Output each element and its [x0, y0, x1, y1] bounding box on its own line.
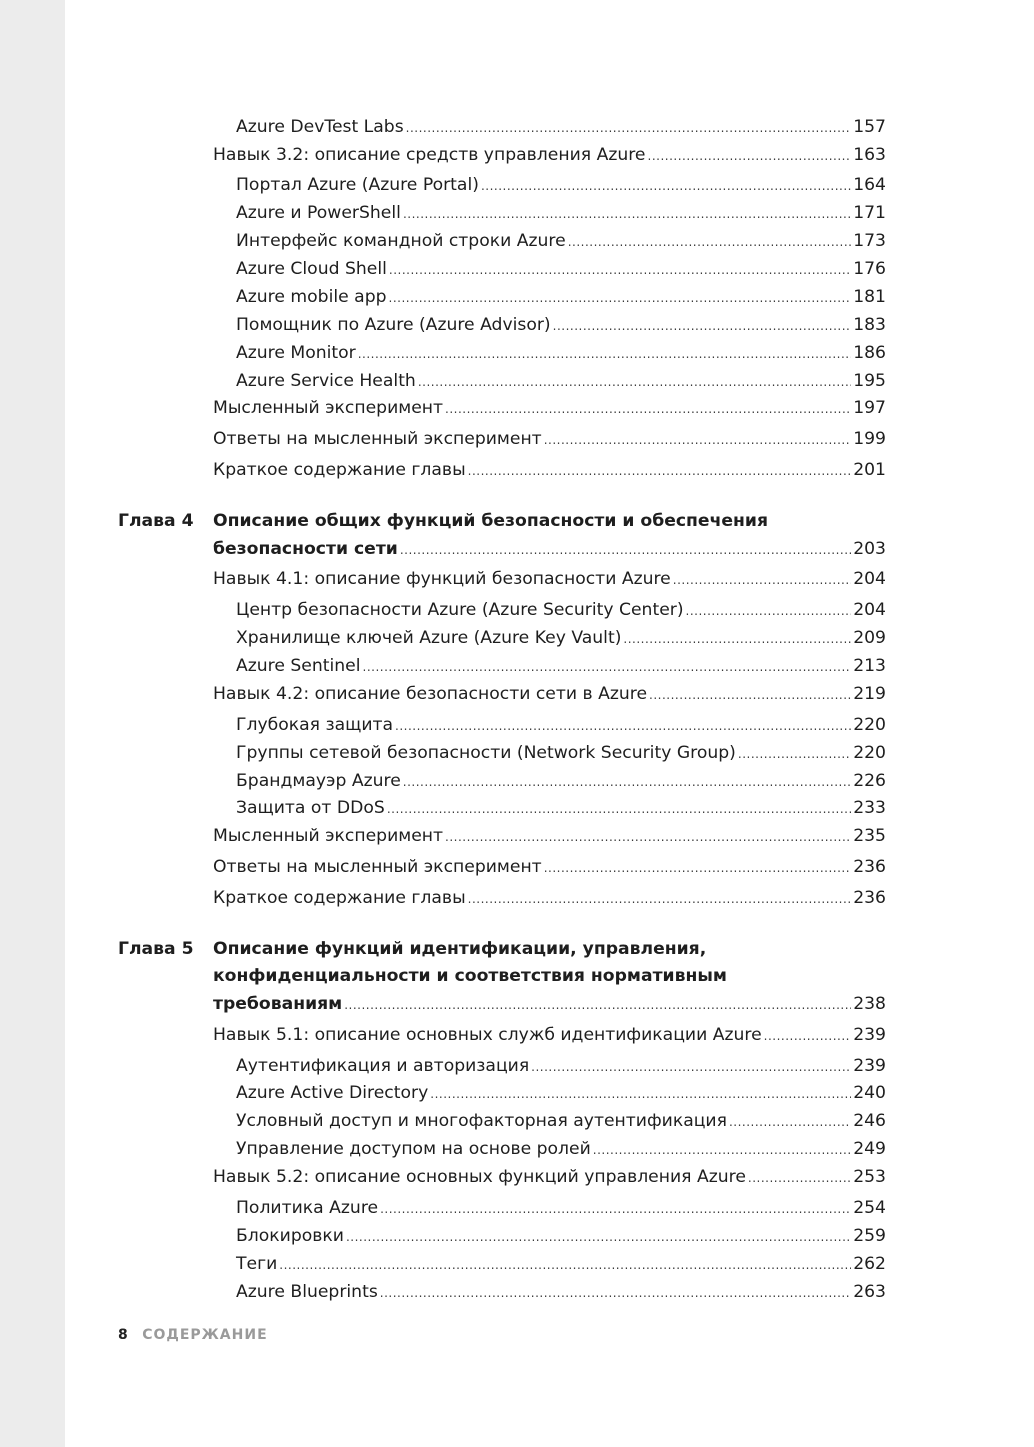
running-head: СОДЕРЖАНИЕ — [142, 1327, 268, 1343]
toc-entry[interactable]: Блокировки ..... 259 — [236, 1225, 886, 1248]
toc-entry[interactable]: Аутентификация и авторизация ..... 239 — [236, 1055, 886, 1078]
toc-entry[interactable]: Ответы на мысленный эксперимент ..... 236 — [213, 856, 886, 879]
toc-entry[interactable]: Azure Blueprints ..... 263 — [236, 1281, 886, 1304]
page-gutter — [0, 0, 65, 1447]
page-number: 8 — [118, 1327, 128, 1343]
chapter-entry[interactable]: безопасности сети ..... 203 — [213, 538, 886, 561]
toc-entry[interactable]: Навык 4.2: описание безопасности сети в Azure ..... 219 — [213, 683, 886, 706]
toc-entry[interactable]: Мысленный эксперимент ..... 235 — [213, 825, 886, 848]
chapter-label: Глава 5 — [118, 939, 194, 959]
chapter-title: Описание функций идентификации, управления, — [213, 939, 707, 959]
toc-entry[interactable]: Мысленный эксперимент ..... 197 — [213, 397, 886, 420]
page-footer — [118, 1325, 268, 1345]
toc-entry[interactable]: Хранилище ключей Azure (Azure Key Vault) ..... 209 — [236, 627, 886, 650]
toc-entry[interactable]: Центр безопасности Azure (Azure Security Center) ..... 204 — [236, 599, 886, 622]
toc-entry[interactable]: Azure Sentinel ..... 213 — [236, 655, 886, 678]
toc-entry[interactable]: Azure mobile app ..... 181 — [236, 286, 886, 309]
toc-entry[interactable]: Навык 4.1: описание функций безопасности Azure ..... 204 — [213, 568, 886, 591]
toc-entry[interactable]: Навык 5.1: описание основных служб идентификации Azure ..... 239 — [213, 1024, 886, 1047]
toc-entry[interactable]: Навык 5.2: описание основных функций управления Azure ..... 253 — [213, 1166, 886, 1189]
toc-entry[interactable]: Краткое содержание главы ..... 236 — [213, 887, 886, 910]
chapter-title-continued: конфиденциальности и соответствия нормативным — [213, 966, 727, 986]
toc-entry[interactable]: Глубокая защита ..... 220 — [236, 714, 886, 737]
toc-entry[interactable]: Интерфейс командной строки Azure ..... 173 — [236, 230, 886, 253]
toc-entry[interactable]: Помощник по Azure (Azure Advisor) ..... 183 — [236, 314, 886, 337]
toc-entry[interactable]: Управление доступом на основе ролей ..... 249 — [236, 1138, 886, 1161]
chapter-title: Описание общих функций безопасности и обеспечения — [213, 511, 769, 531]
toc-entry[interactable]: Azure Active Directory ..... 240 — [236, 1082, 886, 1105]
toc-entry[interactable]: Брандмауэр Azure ..... 226 — [236, 770, 886, 793]
toc-entry[interactable]: Azure DevTest Labs ..... 157 — [236, 116, 886, 139]
toc-entry[interactable]: Azure Monitor ..... 186 — [236, 342, 886, 365]
toc-entry[interactable]: Группы сетевой безопасности (Network Security Group) ..... 220 — [236, 742, 886, 765]
chapter-entry[interactable]: требованиям ..... 238 — [213, 993, 886, 1016]
toc-entry[interactable]: Навык 3.2: описание средств управления Azure ..... 163 — [213, 144, 886, 167]
toc-entry[interactable]: Azure и PowerShell ..... 171 — [236, 202, 886, 225]
toc-entry[interactable]: Azure Cloud Shell ..... 176 — [236, 258, 886, 281]
toc-entry[interactable]: Защита от DDoS ..... 233 — [236, 797, 886, 820]
toc-entry[interactable]: Портал Azure (Azure Portal) ..... 164 — [236, 174, 886, 197]
chapter-label: Глава 4 — [118, 511, 194, 531]
toc-entry[interactable]: Теги ..... 262 — [236, 1253, 886, 1276]
toc-entry[interactable]: Условный доступ и многофакторная аутентификация ..... 246 — [236, 1110, 886, 1133]
toc-entry[interactable]: Краткое содержание главы ..... 201 — [213, 459, 886, 482]
toc-entry[interactable]: Политика Azure ..... 254 — [236, 1197, 886, 1220]
toc-entry[interactable]: Ответы на мысленный эксперимент ..... 199 — [213, 428, 886, 451]
toc-entry[interactable]: Azure Service Health ..... 195 — [236, 370, 886, 393]
